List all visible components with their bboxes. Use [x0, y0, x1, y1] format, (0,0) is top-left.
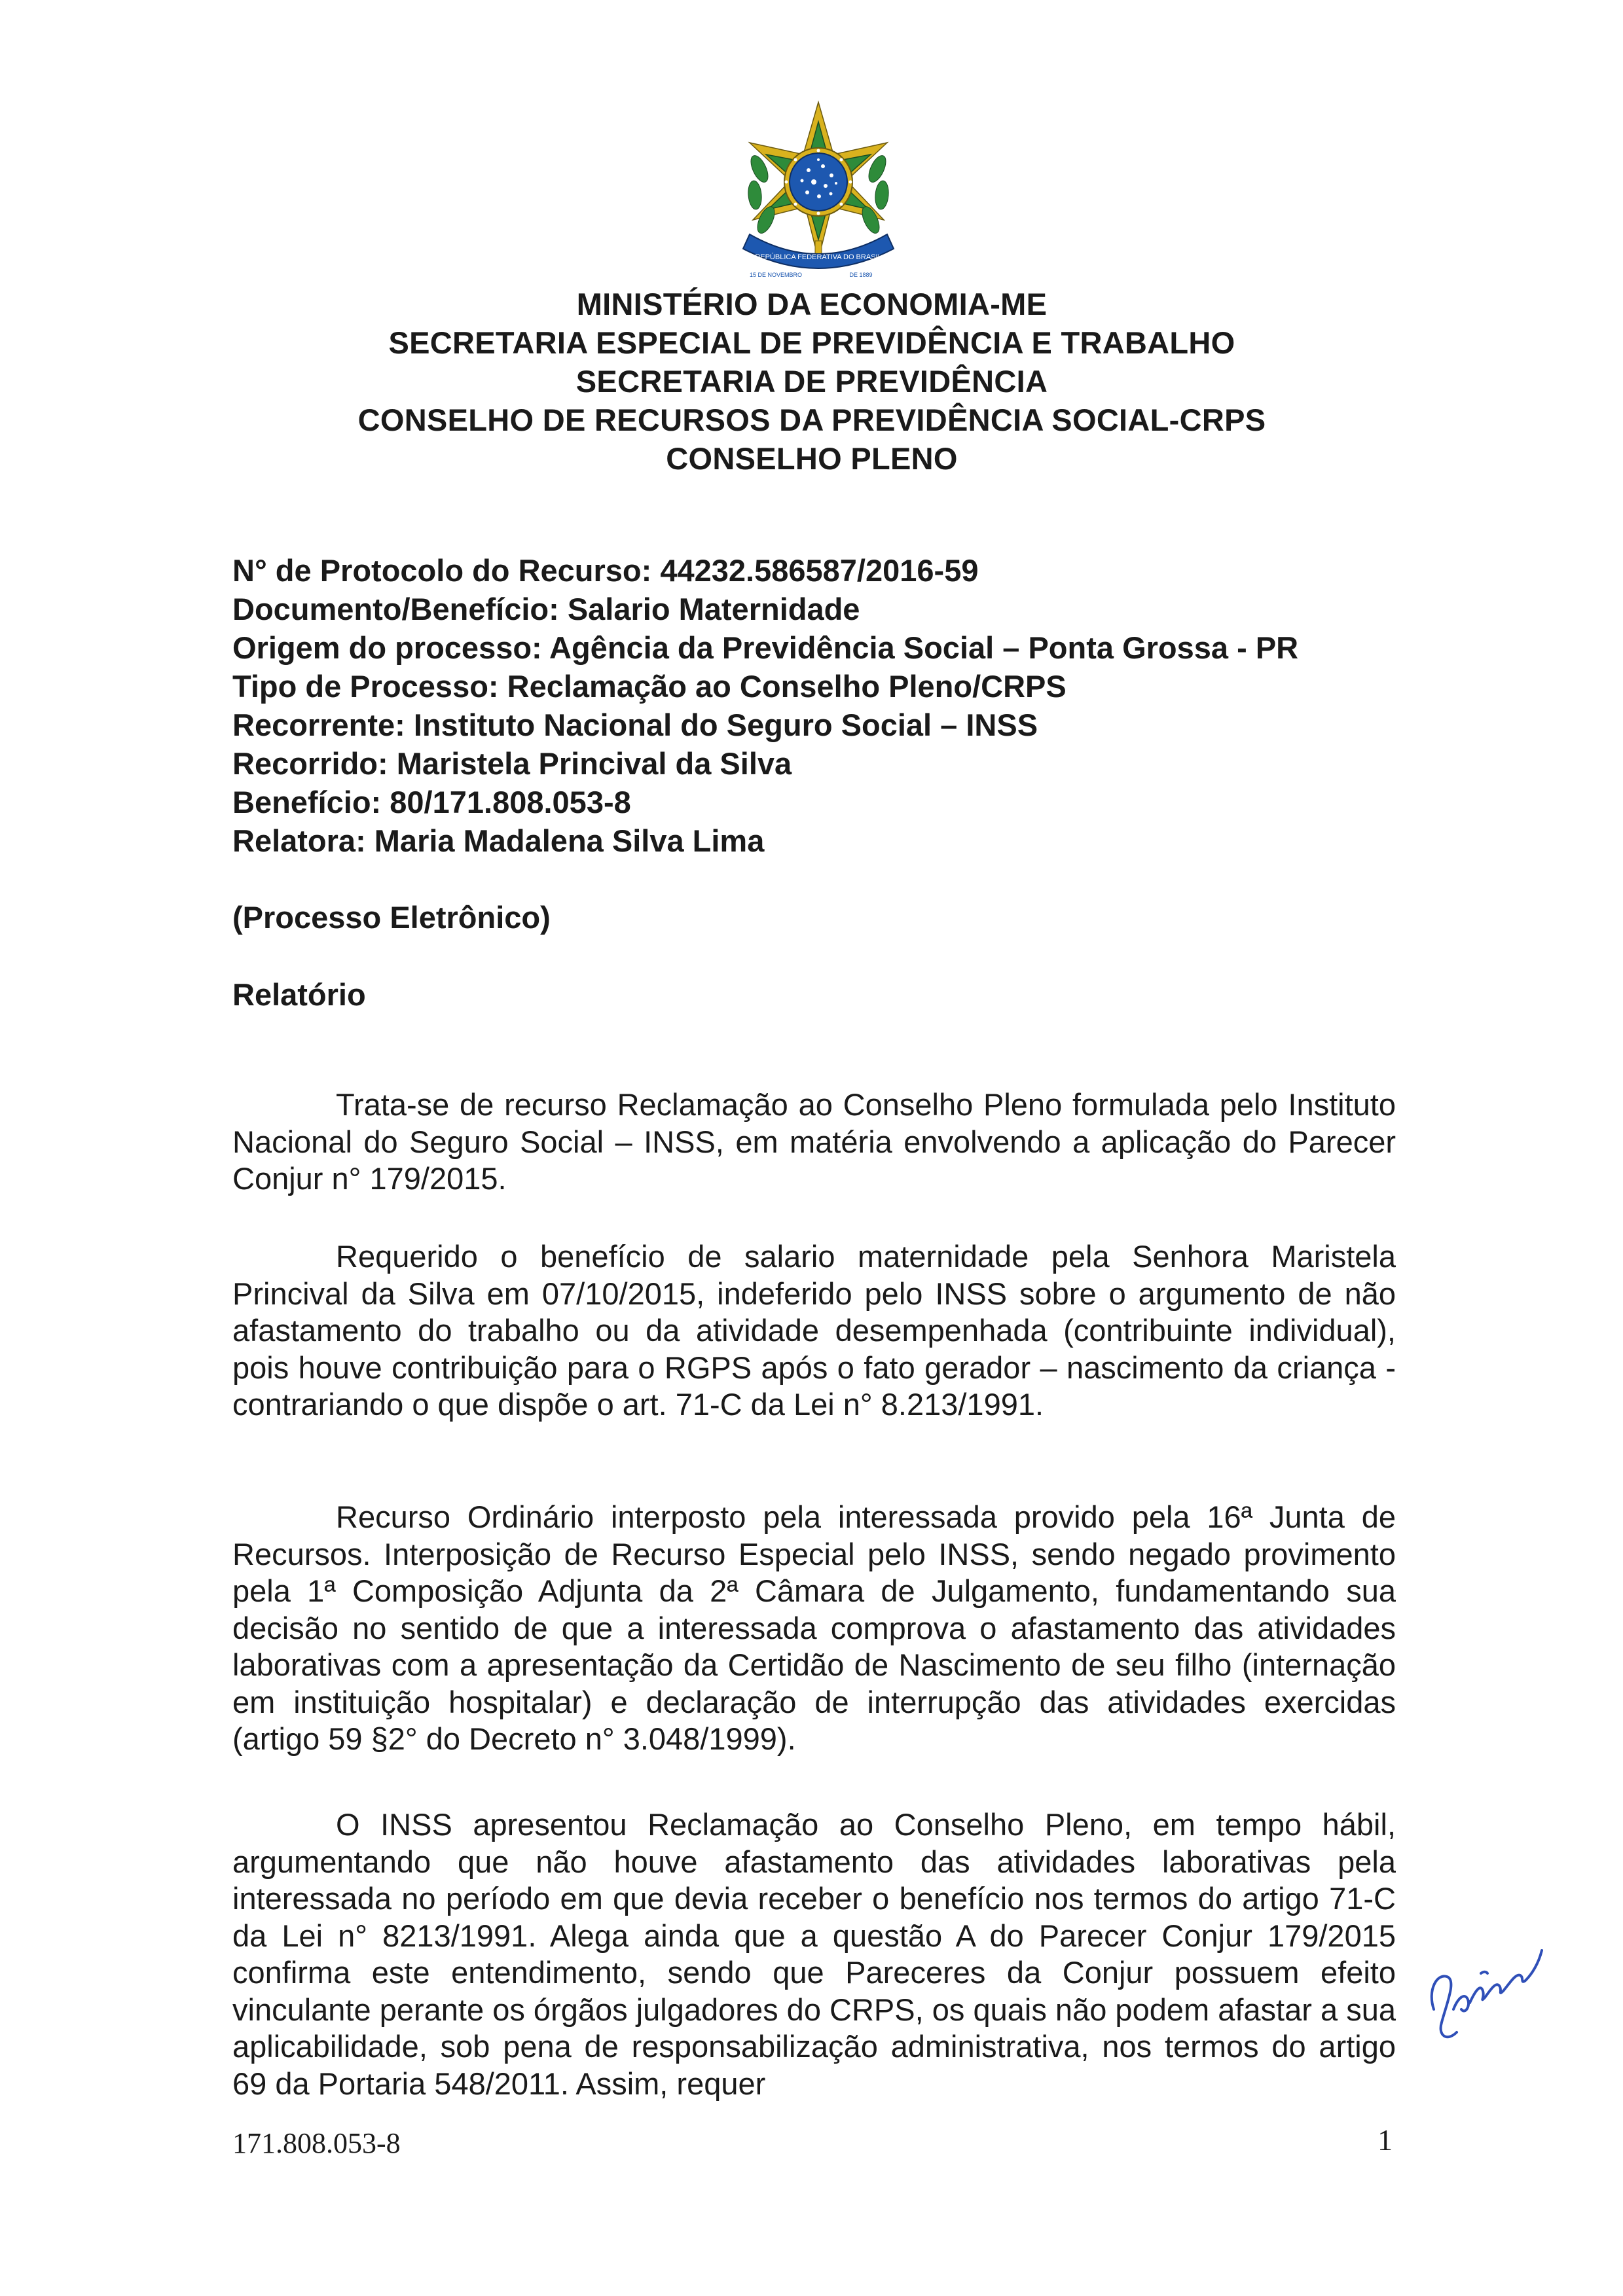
header-plenary: CONSELHO PLENO: [666, 441, 958, 476]
meta-appellee: Recorrido: Maristela Princival da Silva: [232, 746, 792, 781]
meta-benefit: Benefício: 80/171.808.053-8: [232, 785, 631, 819]
emblem-right-date: DE 1889: [849, 272, 873, 278]
process-metadata: [232, 551, 1444, 860]
header-council: CONSELHO DE RECURSOS DA PREVIDÊNCIA SOCIAL-CRPS: [357, 403, 1266, 437]
page-number: 1: [1377, 2123, 1393, 2157]
meta-rapporteur: Relatora: Maria Madalena Silva Lima: [232, 823, 765, 858]
paragraph-2: Requerido o benefício de salario maternidade pela Senhora Maristela Princival da Silva em 07/10/2015, indeferido pelo INSS sobre o argumento de não afastamento do trabalho ou da atividade desempenhada (contribuinte individual), pois houve contribuição para o RGPS após o fato gerador – nascimento da criança - contrariando o que dispõe o art. 71-C da Lei n° 8.213/1991.: [232, 1239, 1396, 1422]
signature-icon: [1408, 1911, 1558, 2062]
emblem-left-date: 15 DE NOVEMBRO: [749, 272, 803, 278]
paragraph-3: Recurso Ordinário interposto pela interessada provido pela 16ª Junta de Recursos. Interposição de Recurso Especial pelo INSS, sendo negado provimento pela 1ª Composição Adjunta da 2ª Câmara de Julgamento, fundamentando sua decisão no sentido de que a interessada comprova o afastamento das atividades laborativas com a apresentação da Certidão de Nascimento de seu filho (internação em instituição hospitalar) e declaração de interrupção das atividades exercidas (artigo 59 §2° do Decreto n° 3.048/1999).: [232, 1499, 1396, 1756]
meta-protocol: N° de Protocolo do Recurso: 44232.586587/2016-59: [232, 553, 979, 588]
footer-benefit-code: 171.808.053-8: [232, 2127, 401, 2159]
report-title: Relatório: [232, 977, 366, 1012]
header-special-secretariat: SECRETARIA ESPECIAL DE PREVIDÊNCIA E TRABALHO: [388, 325, 1235, 360]
meta-origin: Origem do processo: Agência da Previdência Social – Ponta Grossa - PR: [232, 630, 1299, 665]
document-header: [196, 285, 1427, 478]
meta-document: Documento/Benefício: Salario Maternidade: [232, 592, 860, 626]
meta-appellant: Recorrente: Instituto Nacional do Seguro Social – INSS: [232, 708, 1038, 742]
header-secretariat: SECRETARIA DE PREVIDÊNCIA: [575, 364, 1048, 399]
meta-process-type: Tipo de Processo: Reclamação ao Conselho Pleno/CRPS: [232, 669, 1067, 704]
header-ministry: MINISTÉRIO DA ECONOMIA-ME: [576, 287, 1048, 321]
electronic-process-label: (Processo Eletrônico): [232, 900, 551, 935]
emblem-ribbon-text: REPÚBLICA FEDERATIVA DO BRASIL: [755, 253, 882, 261]
paragraph-1: Trata-se de recurso Reclamação ao Conselho Pleno formulada pelo Instituto Nacional do Seguro Social – INSS, em matéria envolvendo a aplicação do Parecer Conjur n° 179/2015.: [232, 1087, 1396, 1196]
coat-of-arms-icon: [730, 97, 907, 283]
paragraph-4: O INSS apresentou Reclamação ao Conselho Pleno, em tempo hábil, argumentando que não houve afastamento das atividades laborativas pela interessada no período em que devia receber o benefício nos termos do artigo 71-C da Lei n° 8213/1991. Alega ainda que a questão A do Parecer Conjur 179/2015 confirma este entendimento, sendo que Pareceres da Conjur possuem efeito vinculante perante os órgãos julgadores do CRPS, os quais não podem afastar a sua aplicabilidade, sob pena de responsabilização administrativa, nos termos do artigo 69 da Portaria 548/2011. Assim, requer: [232, 1807, 1396, 2101]
